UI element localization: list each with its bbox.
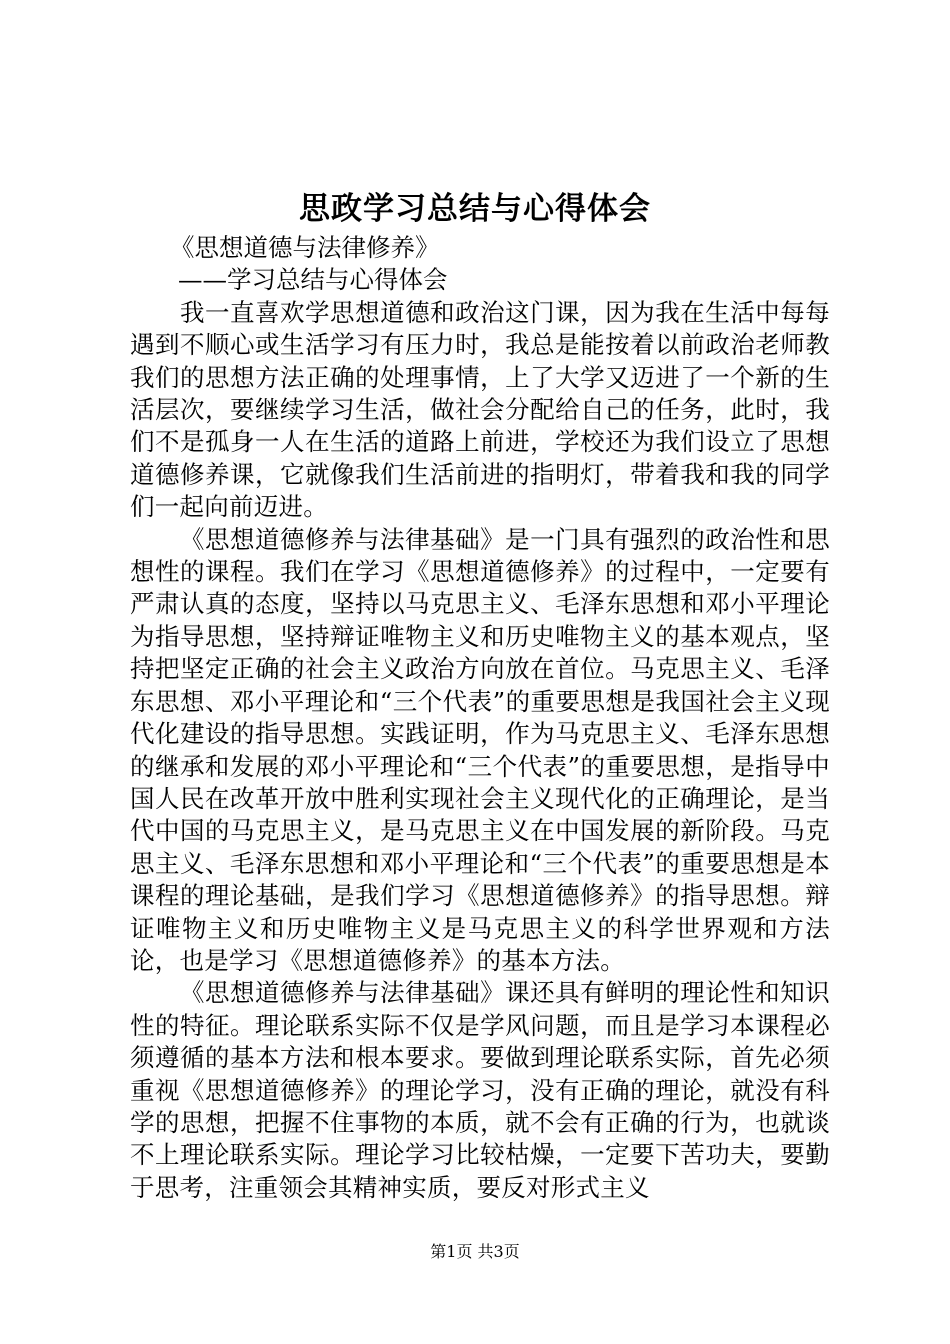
- document-title: 思政学习总结与心得体会: [299, 191, 651, 227]
- subtitle-book: 《思想道德与法律修养》: [170, 233, 440, 262]
- subtitle-section: ——学习总结与心得体会: [178, 265, 448, 295]
- paragraph: 《思想道德修养与法律基础》课还具有鲜明的理论性和知识性的特征。理论联系实际不仅是学风问题，而且是学习本课程必须遵循的基本方法和根本要求。要做到理论联系实际，首先必须重视《思想道德修养》的理论学习，没有正确的理论，就没有科学的思想，把握不住事物的本质，就不会有正确的行为，也就谈不上理论联系实际。理论学习比较枯燥，一定要下苦功夫，要勤于思考，注重领会其精神实质，要反对形式主义: [130, 978, 830, 1202]
- paragraph: 我一直喜欢学思想道德和政治这门课，因为我在生活中每每遇到不顺心或生活学习有压力时，我总是能按着以前政治老师教我们的思想方法正确的处理事情，上了大学又迈进了一个新的生活层次，要继续学习生活，做社会分配给自己的任务，此时，我们不是孤身一人在生活的道路上前进，学校还为我们设立了思想道德修养课，它就像我们生活前进的指明灯，带着我和我的同学们一起向前迈进。: [130, 297, 830, 522]
- page-number-footer: 第1页 共3页: [430, 1242, 520, 1261]
- document-body: [130, 232, 830, 1204]
- paragraph: 《思想道德修养与法律基础》是一门具有强烈的政治性和思想性的课程。我们在学习《思想道德修养》的过程中，一定要有严肃认真的态度，坚持以马克思主义、毛泽东思想和邓小平理论为指导思想，坚持辩证唯物主义和历史唯物主义的基本观点，坚持把坚定正确的社会主义政治方向放在首位。马克思主义、毛泽东思想、邓小平理论和“三个代表”的重要思想是我国社会主义现代化建设的指导思想。实践证明，作为马克思主义、毛泽东思想的继承和发展的邓小平理论和“三个代表”的重要思想，是指导中国人民在改革开放中胜利实现社会主义现代化的正确理论，是当代中国的马克思主义，是马克思主义在中国发展的新阶段。马克思主义、毛泽东思想和邓小平理论和“三个代表”的重要思想是本课程的理论基础，是我们学习《思想道德修养》的指导思想。辩证唯物主义和历史唯物主义是马克思主义的科学世界观和方法论，也是学习《思想道德修养》的基本方法。: [130, 524, 830, 975]
